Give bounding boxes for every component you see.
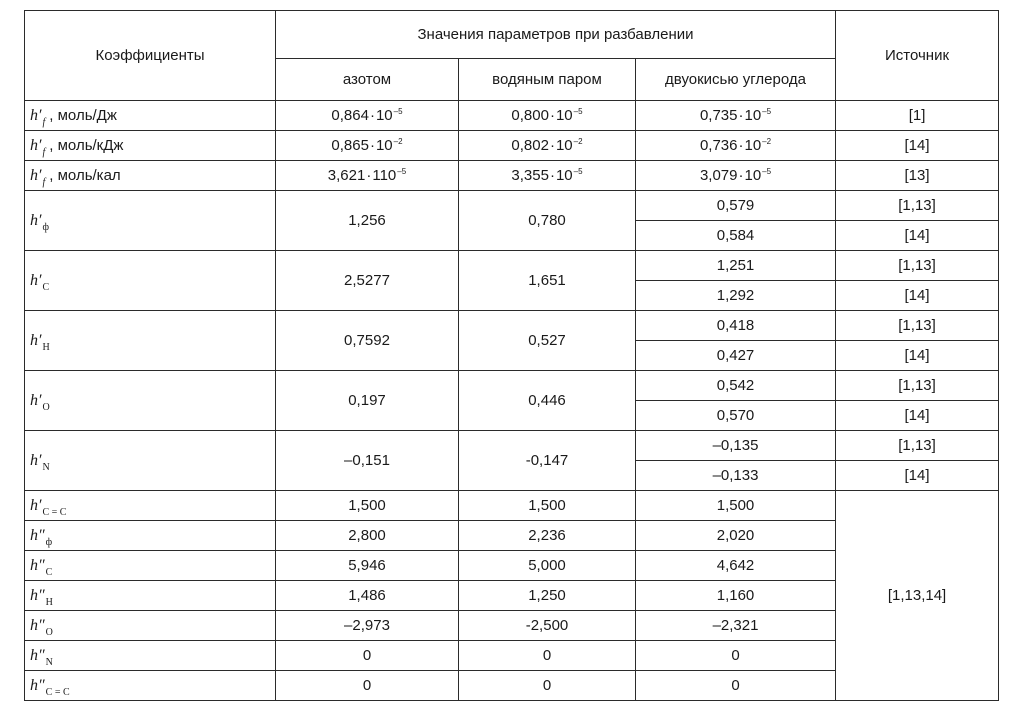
source-cell: [1,13]	[836, 251, 999, 281]
co2-value: –0,135	[636, 431, 836, 461]
steam-value: 0	[459, 641, 636, 671]
steam-value: $3,355\cdot 10^{-5}$	[459, 161, 636, 191]
source-cell: [14]	[836, 131, 999, 161]
steam-value: 0,780	[459, 191, 636, 251]
coefficient-cell: $h'_f$ , моль/кДж	[25, 131, 276, 161]
source-cell: [14]	[836, 281, 999, 311]
co2-value: 2,020	[636, 521, 836, 551]
coefficient-cell: $h'_H$	[25, 311, 276, 371]
source-cell: [1,13]	[836, 371, 999, 401]
nitrogen-value: 2,5277	[276, 251, 459, 311]
table-row	[25, 101, 999, 131]
co2-value: –0,133	[636, 461, 836, 491]
source-cell: [1,13]	[836, 311, 999, 341]
source-cell: [1,13]	[836, 431, 999, 461]
coefficient-cell: $h'_{C = C}$	[25, 491, 276, 521]
co2-value: 0,542	[636, 371, 836, 401]
coefficient-cell: $h'_C$	[25, 251, 276, 311]
nitrogen-value: 1,500	[276, 491, 459, 521]
co2-value: 0,570	[636, 401, 836, 431]
nitrogen-value: 2,800	[276, 521, 459, 551]
header-coefficients: Коэффициенты	[25, 11, 276, 101]
nitrogen-value: 1,486	[276, 581, 459, 611]
coefficient-cell: $h''_C$	[25, 551, 276, 581]
coefficient-cell: $h''_{C = C}$	[25, 671, 276, 701]
steam-value: 1,651	[459, 251, 636, 311]
co2-value: $3,079\cdot 10^{-5}$	[636, 161, 836, 191]
coefficient-cell: $h''_ф$	[25, 521, 276, 551]
steam-value: 0	[459, 671, 636, 701]
source-cell: [1,13]	[836, 191, 999, 221]
steam-value: $0,802\cdot 10^{-2}$	[459, 131, 636, 161]
steam-value: 5,000	[459, 551, 636, 581]
table-row	[25, 491, 999, 521]
co2-value: 1,292	[636, 281, 836, 311]
nitrogen-value: 0,7592	[276, 311, 459, 371]
coefficient-cell: $h'_f$ , моль/кал	[25, 161, 276, 191]
coefficient-cell: $h'_ф$	[25, 191, 276, 251]
co2-value: 1,500	[636, 491, 836, 521]
nitrogen-value: 1,256	[276, 191, 459, 251]
co2-value: $0,736\cdot 10^{-2}$	[636, 131, 836, 161]
co2-value: 4,642	[636, 551, 836, 581]
nitrogen-value: 0	[276, 641, 459, 671]
steam-value: 0,446	[459, 371, 636, 431]
header-source: Источник	[836, 11, 999, 101]
steam-value: 1,500	[459, 491, 636, 521]
coefficient-cell: $h'_N$	[25, 431, 276, 491]
table-row	[25, 431, 999, 461]
steam-value: 1,250	[459, 581, 636, 611]
nitrogen-value: $0,865\cdot 10^{-2}$	[276, 131, 459, 161]
co2-value: 0,579	[636, 191, 836, 221]
steam-value: -2,500	[459, 611, 636, 641]
steam-value: 2,236	[459, 521, 636, 551]
nitrogen-value: 0,197	[276, 371, 459, 431]
table-row	[25, 191, 999, 221]
co2-value: 0	[636, 641, 836, 671]
header-steam: водяным паром	[459, 59, 636, 101]
nitrogen-value: 5,946	[276, 551, 459, 581]
nitrogen-value: –0,151	[276, 431, 459, 491]
table-row	[25, 161, 999, 191]
header-values-group: Значения параметров при разбавлении	[276, 11, 836, 59]
co2-value: 0	[636, 671, 836, 701]
source-cell: [13]	[836, 161, 999, 191]
co2-value: $0,735\cdot 10^{-5}$	[636, 101, 836, 131]
header-co2: двуокисью углерода	[636, 59, 836, 101]
steam-value: $0,800\cdot 10^{-5}$	[459, 101, 636, 131]
coefficient-cell: $h'_O$	[25, 371, 276, 431]
coefficient-cell: $h'_f$ , моль/Дж	[25, 101, 276, 131]
steam-value: -0,147	[459, 431, 636, 491]
table-row	[25, 251, 999, 281]
table-row	[25, 371, 999, 401]
shared-source-cell: [1,13,14]	[836, 491, 999, 701]
nitrogen-value: $0,864\cdot 10^{-5}$	[276, 101, 459, 131]
source-cell: [14]	[836, 341, 999, 371]
co2-value: –2,321	[636, 611, 836, 641]
steam-value: 0,527	[459, 311, 636, 371]
nitrogen-value: –2,973	[276, 611, 459, 641]
source-cell: [14]	[836, 461, 999, 491]
coefficient-cell: $h''_O$	[25, 611, 276, 641]
nitrogen-value: 0	[276, 671, 459, 701]
co2-value: 0,418	[636, 311, 836, 341]
nitrogen-value: $3,621\cdot 110^{-5}$	[276, 161, 459, 191]
co2-value: 1,160	[636, 581, 836, 611]
source-cell: [14]	[836, 401, 999, 431]
source-cell: [14]	[836, 221, 999, 251]
parameters-table	[24, 10, 999, 701]
co2-value: 1,251	[636, 251, 836, 281]
header-nitrogen: азотом	[276, 59, 459, 101]
coefficient-cell: $h''_N$	[25, 641, 276, 671]
co2-value: 0,427	[636, 341, 836, 371]
table-row	[25, 311, 999, 341]
source-cell: [1]	[836, 101, 999, 131]
coefficient-cell: $h''_H$	[25, 581, 276, 611]
co2-value: 0,584	[636, 221, 836, 251]
table-row	[25, 131, 999, 161]
